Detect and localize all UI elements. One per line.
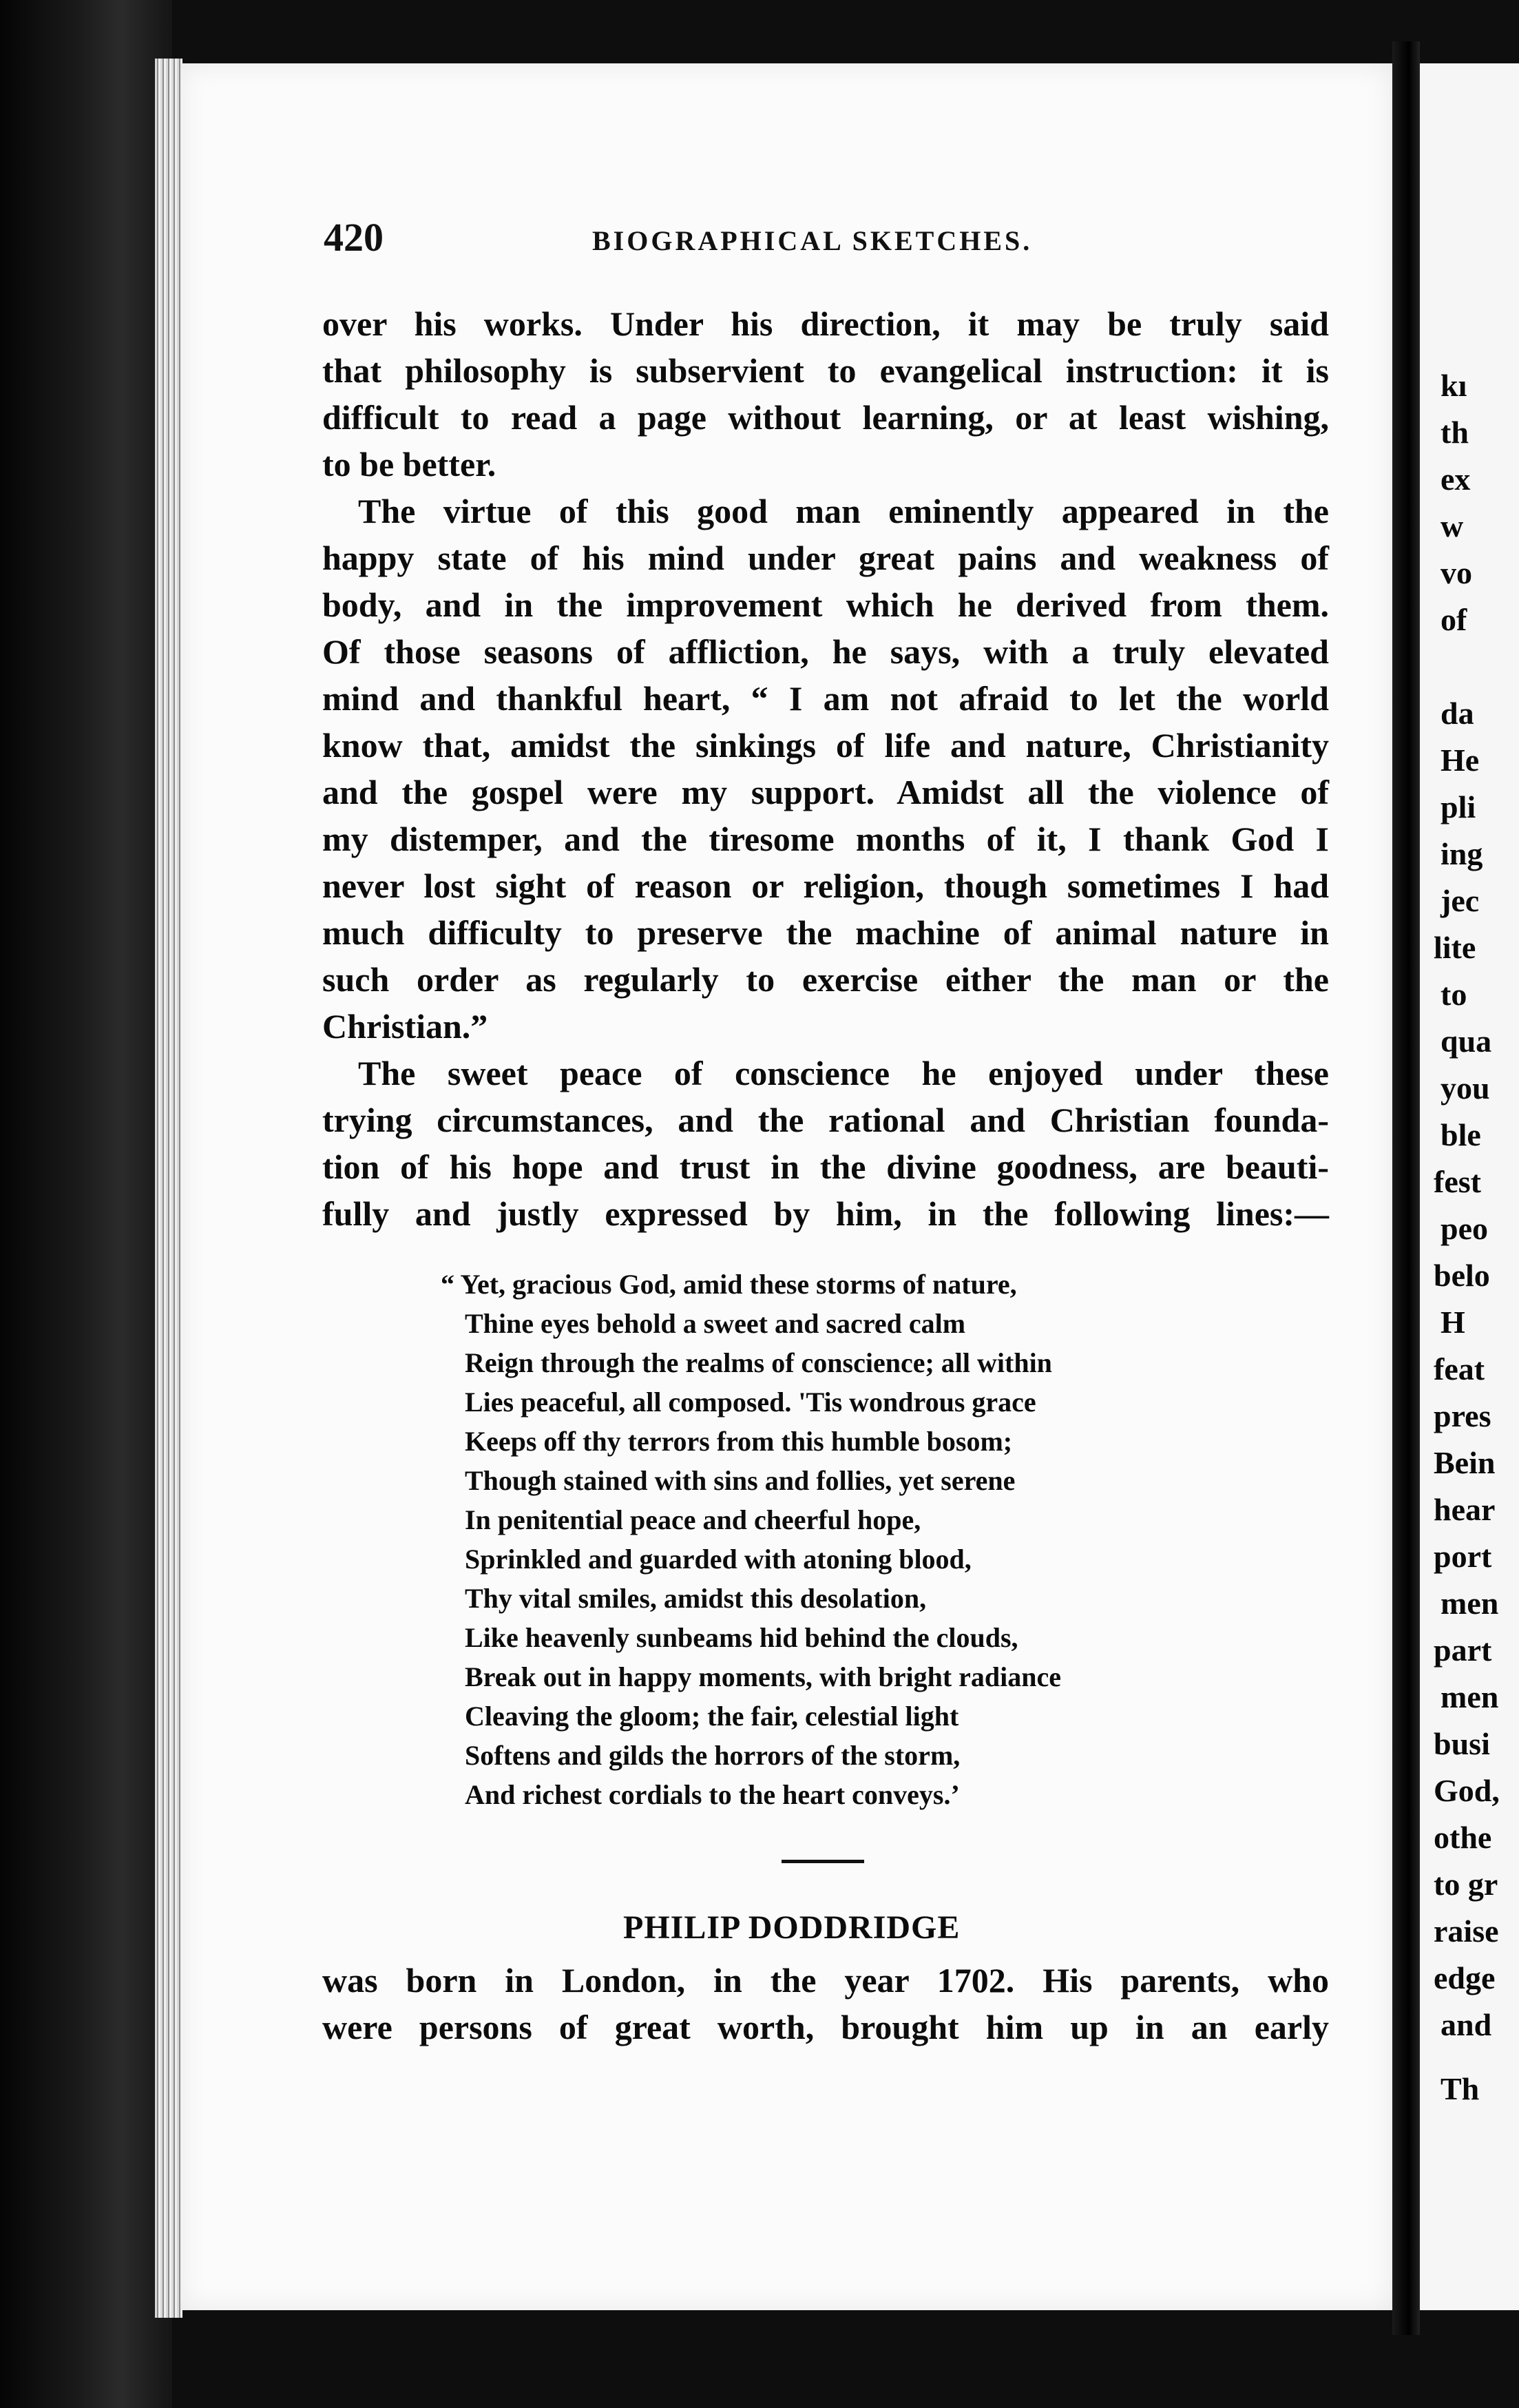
facing-page-fragment: belo	[1434, 1258, 1490, 1293]
body-line: fully and justly expressed by him, in the following lines:—	[322, 1194, 1329, 1233]
body-line: difficult to read a page without learning, or at least wishing,	[322, 398, 1329, 437]
body-line: never lost sight of reason or religion, though sometimes I had	[322, 866, 1329, 905]
section-rule	[782, 1860, 864, 1863]
facing-page-fragment: da	[1441, 696, 1474, 731]
body-line: was born in London, in the year 1702. His parents, who	[322, 1961, 1329, 2000]
facing-page-fragment: jec	[1441, 883, 1480, 918]
verse-line: Thine eyes behold a sweet and sacred calm	[465, 1308, 966, 1339]
facing-page-fragment: you	[1441, 1070, 1490, 1106]
facing-page-fragment: raise	[1434, 1913, 1499, 1949]
running-head: BIOGRAPHICAL SKETCHES.	[592, 225, 1033, 256]
facing-page-fragment: and	[1441, 2007, 1492, 2042]
facing-page	[1420, 63, 1519, 2310]
body-line: mind and thankful heart, “ I am not afraid to let the world	[322, 679, 1329, 718]
verse-line: Sprinkled and guarded with atoning blood,	[465, 1544, 972, 1575]
facing-page-fragment: pres	[1434, 1398, 1491, 1433]
facing-page-fragment: w	[1441, 508, 1464, 543]
facing-page-fragment: ex	[1441, 461, 1471, 497]
facing-page-fragment: feat	[1434, 1351, 1485, 1387]
page-edges	[155, 59, 182, 2318]
facing-page-fragment: kı	[1441, 368, 1467, 403]
verse-line: In penitential peace and cheerful hope,	[465, 1504, 921, 1535]
body-line: Of those seasons of affliction, he says, with a truly elevated	[322, 632, 1329, 671]
facing-page-fragment: vo	[1441, 555, 1472, 590]
facing-page-fragment: to	[1441, 977, 1467, 1012]
facing-page-fragment: hear	[1434, 1492, 1496, 1527]
verse-line: Lies peaceful, all composed. 'Tis wondrous grace	[465, 1387, 1036, 1418]
facing-page-fragment: part	[1434, 1632, 1492, 1668]
body-line: The sweet peace of conscience he enjoyed under these	[358, 1054, 1329, 1092]
verse-line: Reign through the realms of conscience; all within	[465, 1347, 1052, 1378]
facing-page-fragment: qua	[1441, 1024, 1492, 1059]
body-line: The virtue of this good man eminently appeared in the	[358, 492, 1329, 530]
facing-page-fragment: fest	[1434, 1164, 1481, 1199]
body-line: my distemper, and the tiresome months of it, I thank God I	[322, 820, 1329, 858]
body-line: were persons of great worth, brought him up in an early	[322, 2008, 1329, 2046]
body-line: that philosophy is subservient to evangelical instruction: it is	[322, 351, 1329, 390]
body-line: to be better.	[322, 445, 496, 484]
verse-line: “ Yet, gracious God, amid these storms of nature,	[441, 1269, 1017, 1300]
body-line: happy state of his mind under great pains and weakness of	[322, 539, 1329, 577]
verse-line: Cleaving the gloom; the fair, celestial light	[465, 1701, 959, 1732]
verse-line: And richest cordials to the heart conveys.’	[465, 1779, 960, 1810]
body-line: body, and in the improvement which he derived from them.	[322, 585, 1329, 624]
verse-line: Break out in happy moments, with bright radiance	[465, 1661, 1062, 1692]
body-line: and the gospel were my support. Amidst all the violence of	[322, 773, 1329, 811]
body-line: such order as regularly to exercise either the man or the	[322, 960, 1329, 999]
facing-page-fragment: ing	[1441, 836, 1483, 871]
facing-page-fragment: Bein	[1434, 1445, 1496, 1480]
facing-page-fragment: ble	[1441, 1117, 1481, 1152]
book-binding-shadow	[0, 0, 172, 2408]
verse-line: Though stained with sins and follies, yet serene	[465, 1465, 1016, 1496]
facing-page-fragment: H	[1441, 1305, 1465, 1340]
facing-page-fragment: port	[1434, 1539, 1492, 1574]
facing-page-fragment: men	[1441, 1586, 1499, 1621]
facing-page-fragment: th	[1441, 415, 1469, 450]
book-gutter	[1392, 41, 1420, 2335]
body-line: know that, amidst the sinkings of life and nature, Christianity	[322, 726, 1329, 765]
page-number: 420	[324, 215, 384, 260]
facing-page-fragment: pli	[1441, 789, 1476, 824]
verse-line: Softens and gilds the horrors of the storm,	[465, 1740, 961, 1771]
facing-page-fragment: men	[1441, 1679, 1499, 1714]
facing-page-fragment: peo	[1441, 1211, 1488, 1246]
facing-page-fragment: He	[1441, 743, 1480, 778]
body-line: trying circumstances, and the rational and Christian founda-	[322, 1101, 1329, 1139]
facing-page-fragment: Th	[1441, 2071, 1480, 2106]
facing-page-fragment: lite	[1434, 930, 1476, 965]
facing-page-fragment: of	[1441, 602, 1467, 637]
verse-line: Like heavenly sunbeams hid behind the clouds,	[465, 1622, 1018, 1653]
facing-page-fragment: busi	[1434, 1726, 1490, 1761]
facing-page-fragment: othe	[1434, 1820, 1492, 1855]
body-line: Christian.”	[322, 1007, 488, 1046]
verse-line: Thy vital smiles, amidst this desolation,	[465, 1583, 927, 1614]
facing-page-fragment: to gr	[1434, 1867, 1498, 1902]
facing-page-fragment: God,	[1434, 1773, 1500, 1808]
facing-page-fragment: edge	[1434, 1960, 1496, 1995]
section-heading: PHILIP DODDRIDGE	[623, 1909, 961, 1946]
body-line: tion of his hope and trust in the divine goodness, are beauti-	[322, 1148, 1329, 1186]
verse-line: Keeps off thy terrors from this humble bosom;	[465, 1426, 1013, 1457]
body-line: much difficulty to preserve the machine of animal nature in	[322, 913, 1329, 952]
body-line: over his works. Under his direction, it may be truly said	[322, 304, 1329, 343]
